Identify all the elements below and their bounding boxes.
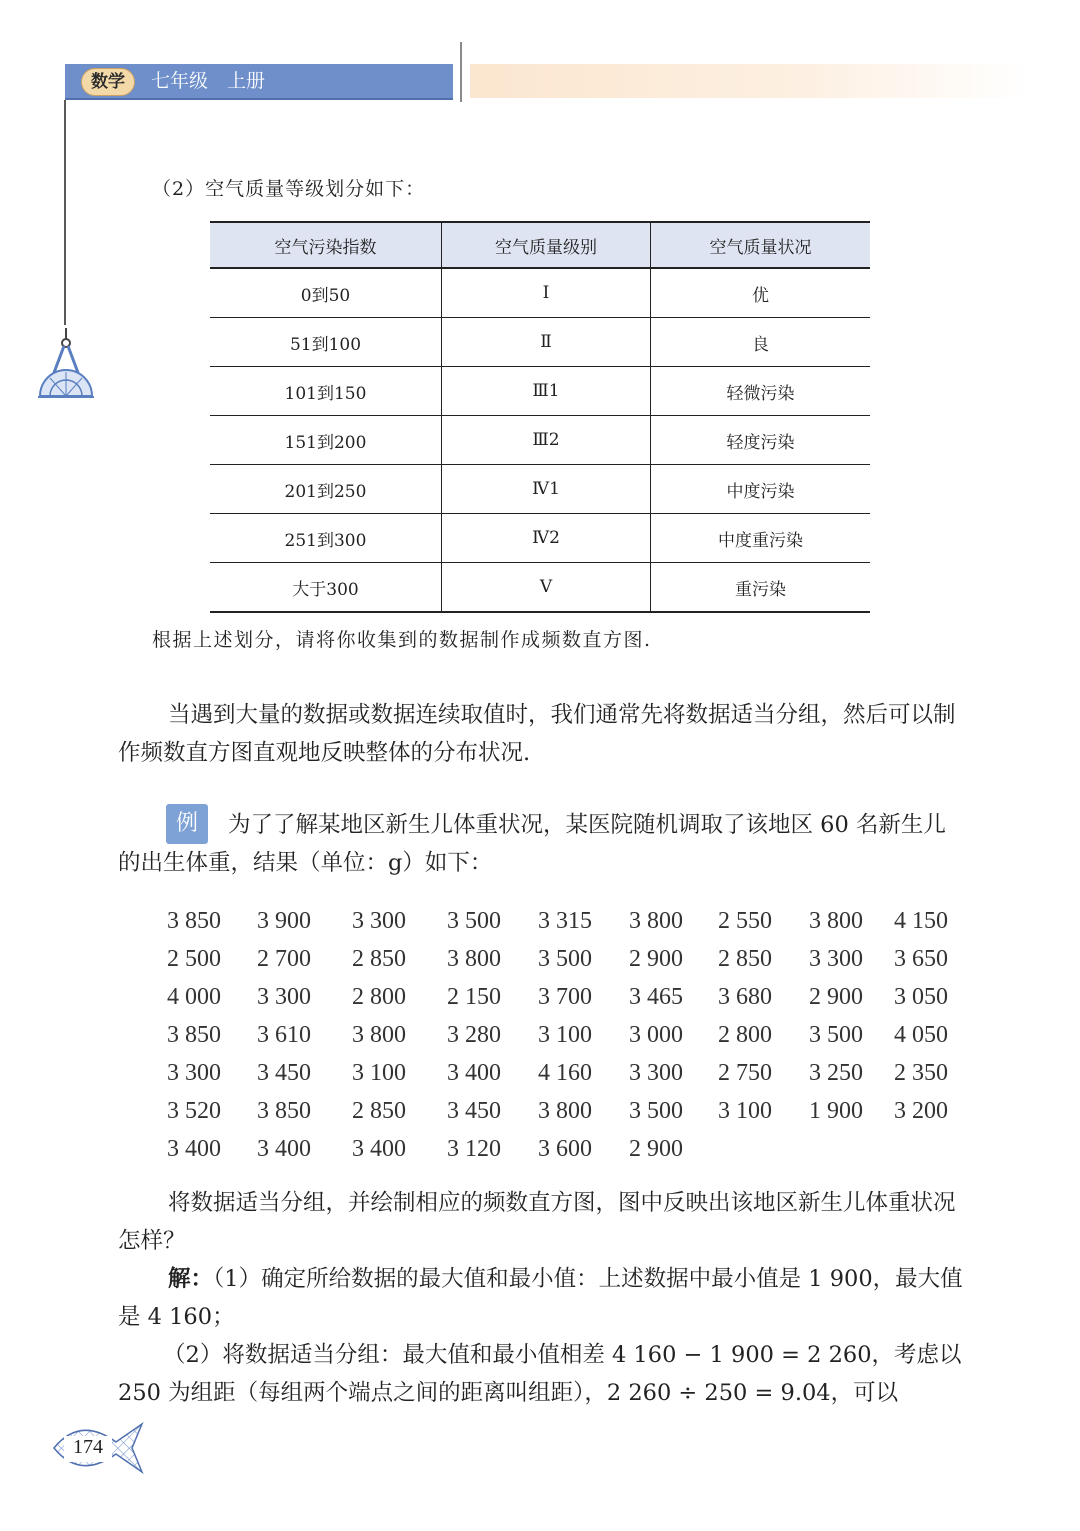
data-cell bbox=[622, 978, 711, 1016]
table-row bbox=[210, 416, 870, 465]
table-cell: 251到300 bbox=[210, 514, 442, 563]
data-cell bbox=[160, 1016, 250, 1054]
solution-label: 解： bbox=[168, 1266, 214, 1292]
data-cell bbox=[160, 978, 250, 1016]
weight-value: 3 100 bbox=[352, 1059, 406, 1086]
weight-value: 3 850 bbox=[167, 1021, 221, 1048]
weight-value: 4 050 bbox=[894, 1021, 948, 1048]
data-cell bbox=[345, 1054, 440, 1092]
data-row bbox=[160, 1016, 980, 1054]
data-cell bbox=[440, 1016, 531, 1054]
header-level: 空气质量级别 bbox=[442, 222, 651, 268]
data-cell bbox=[711, 1092, 802, 1130]
weight-value: 3 610 bbox=[257, 1021, 311, 1048]
table-cell: 201到250 bbox=[210, 465, 442, 514]
weight-value: 3 400 bbox=[447, 1059, 501, 1086]
solution-step-1 bbox=[118, 1260, 964, 1336]
table-cell: Ⅲ1 bbox=[442, 367, 651, 416]
weight-value: 3 200 bbox=[894, 1097, 948, 1124]
weight-value: 2 850 bbox=[718, 945, 772, 972]
data-cell bbox=[711, 1054, 802, 1092]
data-cell bbox=[160, 1092, 250, 1130]
table-cell: Ⅰ bbox=[442, 268, 651, 318]
data-cell bbox=[887, 1054, 980, 1092]
weight-value: 3 850 bbox=[257, 1097, 311, 1124]
table-cell: Ⅴ bbox=[442, 563, 651, 613]
data-cell bbox=[345, 978, 440, 1016]
weight-value: 2 850 bbox=[352, 1097, 406, 1124]
weight-value: 3 800 bbox=[447, 945, 501, 972]
data-cell bbox=[802, 1092, 887, 1130]
table-row bbox=[210, 514, 870, 563]
weight-value: 4 160 bbox=[538, 1059, 592, 1086]
header-bar bbox=[65, 64, 453, 100]
table-cell: 101到150 bbox=[210, 367, 442, 416]
table-cell: 重污染 bbox=[651, 563, 871, 613]
data-cell bbox=[440, 902, 531, 940]
data-row bbox=[160, 1092, 980, 1130]
header-status: 空气质量状况 bbox=[651, 222, 871, 268]
weight-value: 3 800 bbox=[352, 1021, 406, 1048]
weight-value: 3 315 bbox=[538, 907, 592, 934]
data-cell bbox=[887, 1092, 980, 1130]
data-cell bbox=[887, 1016, 980, 1054]
data-cell bbox=[531, 1054, 622, 1092]
weight-value: 3 500 bbox=[629, 1097, 683, 1124]
data-cell bbox=[531, 1130, 622, 1168]
weight-value: 3 900 bbox=[257, 907, 311, 934]
weight-value: 3 465 bbox=[629, 983, 683, 1010]
data-cell bbox=[250, 1130, 345, 1168]
table-row bbox=[210, 563, 870, 613]
data-cell bbox=[250, 978, 345, 1016]
data-cell bbox=[531, 902, 622, 940]
weight-value: 3 300 bbox=[257, 983, 311, 1010]
data-cell bbox=[802, 902, 887, 940]
data-cell bbox=[250, 1016, 345, 1054]
data-cell bbox=[711, 1016, 802, 1054]
weight-value: 2 750 bbox=[718, 1059, 772, 1086]
weight-value: 3 500 bbox=[447, 907, 501, 934]
birth-weight-data bbox=[160, 902, 980, 1168]
data-cell bbox=[622, 940, 711, 978]
weight-value: 3 100 bbox=[538, 1021, 592, 1048]
table-cell: 轻微污染 bbox=[651, 367, 871, 416]
data-cell bbox=[887, 902, 980, 940]
data-cell bbox=[622, 902, 711, 940]
data-cell bbox=[622, 1016, 711, 1054]
table-row bbox=[210, 268, 870, 318]
weight-value: 3 800 bbox=[809, 907, 863, 934]
table-cell: 优 bbox=[651, 268, 871, 318]
weight-value: 2 700 bbox=[257, 945, 311, 972]
margin-line bbox=[64, 100, 66, 325]
table-cell: 大于300 bbox=[210, 563, 442, 613]
table-row bbox=[210, 318, 870, 367]
table-cell: Ⅱ bbox=[442, 318, 651, 367]
air-quality-table bbox=[210, 221, 870, 613]
weight-value: 2 500 bbox=[167, 945, 221, 972]
table-cell: 中度重污染 bbox=[651, 514, 871, 563]
data-row bbox=[160, 1054, 980, 1092]
data-cell bbox=[440, 1130, 531, 1168]
weight-value: 3 400 bbox=[257, 1135, 311, 1162]
data-cell bbox=[711, 940, 802, 978]
subject-badge: 数学 bbox=[81, 68, 135, 96]
weight-value: 2 800 bbox=[718, 1021, 772, 1048]
data-cell bbox=[345, 940, 440, 978]
weight-value: 3 500 bbox=[809, 1021, 863, 1048]
table-cell: 0到50 bbox=[210, 268, 442, 318]
weight-value: 2 350 bbox=[894, 1059, 948, 1086]
data-cell bbox=[160, 902, 250, 940]
weight-value: 2 900 bbox=[629, 1135, 683, 1162]
weight-value: 3 300 bbox=[809, 945, 863, 972]
data-cell bbox=[622, 1130, 711, 1168]
weight-value: 3 450 bbox=[257, 1059, 311, 1086]
table-cell: 151到200 bbox=[210, 416, 442, 465]
data-cell bbox=[250, 1092, 345, 1130]
weight-value: 1 900 bbox=[809, 1097, 863, 1124]
data-cell bbox=[345, 1016, 440, 1054]
table-cell: 良 bbox=[651, 318, 871, 367]
data-cell bbox=[802, 940, 887, 978]
data-cell bbox=[345, 902, 440, 940]
grade-label: 七年级 上册 bbox=[151, 70, 266, 92]
weight-value: 3 050 bbox=[894, 983, 948, 1010]
weight-value: 3 450 bbox=[447, 1097, 501, 1124]
weight-value: 3 400 bbox=[352, 1135, 406, 1162]
table-header-row bbox=[210, 222, 870, 268]
data-cell bbox=[440, 1092, 531, 1130]
weight-value: 3 250 bbox=[809, 1059, 863, 1086]
table-cell: 中度污染 bbox=[651, 465, 871, 514]
data-row bbox=[160, 902, 980, 940]
data-cell bbox=[622, 1054, 711, 1092]
weight-value: 3 100 bbox=[718, 1097, 772, 1124]
data-cell bbox=[345, 1130, 440, 1168]
weight-value: 2 800 bbox=[352, 983, 406, 1010]
weight-value: 3 650 bbox=[894, 945, 948, 972]
data-cell bbox=[531, 978, 622, 1016]
weight-value: 3 300 bbox=[167, 1059, 221, 1086]
data-cell bbox=[802, 1054, 887, 1092]
data-cell bbox=[531, 1016, 622, 1054]
data-cell bbox=[160, 1054, 250, 1092]
data-cell bbox=[622, 1092, 711, 1130]
table-cell: Ⅳ1 bbox=[442, 465, 651, 514]
weight-value: 4 000 bbox=[167, 983, 221, 1010]
weight-value: 3 000 bbox=[629, 1021, 683, 1048]
weight-value: 2 150 bbox=[447, 983, 501, 1010]
data-row bbox=[160, 940, 980, 978]
data-cell bbox=[440, 1054, 531, 1092]
data-cell bbox=[250, 902, 345, 940]
data-cell bbox=[345, 1092, 440, 1130]
table-cell: Ⅳ2 bbox=[442, 514, 651, 563]
table-row bbox=[210, 367, 870, 416]
data-cell bbox=[802, 978, 887, 1016]
weight-value: 3 800 bbox=[629, 907, 683, 934]
weight-value: 3 400 bbox=[167, 1135, 221, 1162]
example-text: 为了了解某地区新生儿体重状况，某医院随机调取了该地区 60 名新生儿的出生体重，结果（单位：g）如下： bbox=[118, 812, 946, 876]
weight-value: 3 850 bbox=[167, 907, 221, 934]
data-cell bbox=[160, 1130, 250, 1168]
instruction-text: 根据上述划分，请将你收集到的数据制作成频数直方图. bbox=[152, 629, 652, 651]
data-cell bbox=[160, 940, 250, 978]
table-cell: Ⅲ2 bbox=[442, 416, 651, 465]
question-text: 将数据适当分组，并绘制相应的频数直方图，图中反映出该地区新生儿体重状况怎样？ bbox=[118, 1190, 956, 1254]
weight-value: 3 800 bbox=[538, 1097, 592, 1124]
compass-protractor-icon bbox=[36, 328, 96, 400]
data-cell bbox=[531, 940, 622, 978]
weight-value: 2 850 bbox=[352, 945, 406, 972]
weight-value: 2 900 bbox=[809, 983, 863, 1010]
part2-title: （2）空气质量等级划分如下： bbox=[152, 178, 426, 200]
weight-value: 3 300 bbox=[629, 1059, 683, 1086]
weight-value: 3 300 bbox=[352, 907, 406, 934]
weight-value: 3 600 bbox=[538, 1135, 592, 1162]
table-cell: 51到100 bbox=[210, 318, 442, 367]
header-divider bbox=[460, 42, 462, 102]
data-cell bbox=[887, 940, 980, 978]
intro-paragraph: 当遇到大量的数据或数据连续取值时，我们通常先将数据适当分组，然后可以制作频数直方图直观地反映整体的分布状况. bbox=[118, 702, 956, 766]
weight-value: 2 900 bbox=[629, 945, 683, 972]
data-cell bbox=[802, 1016, 887, 1054]
data-cell bbox=[250, 940, 345, 978]
table-row bbox=[210, 465, 870, 514]
data-cell bbox=[531, 1092, 622, 1130]
data-cell bbox=[440, 940, 531, 978]
weight-value: 3 680 bbox=[718, 983, 772, 1010]
example-badge: 例 bbox=[166, 804, 208, 844]
weight-value: 4 150 bbox=[894, 907, 948, 934]
header-decoration bbox=[470, 64, 1030, 98]
weight-value: 3 120 bbox=[447, 1135, 501, 1162]
data-cell bbox=[440, 978, 531, 1016]
data-cell bbox=[887, 978, 980, 1016]
weight-value: 3 700 bbox=[538, 983, 592, 1010]
table-cell: 轻度污染 bbox=[651, 416, 871, 465]
weight-value: 2 550 bbox=[718, 907, 772, 934]
weight-value: 3 500 bbox=[538, 945, 592, 972]
data-row bbox=[160, 1130, 980, 1168]
data-cell bbox=[250, 1054, 345, 1092]
page-number: 174 bbox=[73, 1436, 103, 1458]
solution-step-1-text: （1）确定所给数据的最大值和最小值：上述数据中最小值是 1 900，最大值是 4 160； bbox=[118, 1266, 963, 1330]
data-cell bbox=[711, 902, 802, 940]
data-cell bbox=[711, 978, 802, 1016]
solution-step-2: （2）将数据适当分组：最大值和最小值相差 4 160 − 1 900 = 2 260，考虑以 250 为组距（每组两个端点之间的距离叫组距），2 260 ÷ 250 = 9.04，可以 bbox=[118, 1342, 962, 1406]
header-index: 空气污染指数 bbox=[210, 222, 442, 268]
weight-value: 3 280 bbox=[447, 1021, 501, 1048]
data-row bbox=[160, 978, 980, 1016]
weight-value: 3 520 bbox=[167, 1097, 221, 1124]
